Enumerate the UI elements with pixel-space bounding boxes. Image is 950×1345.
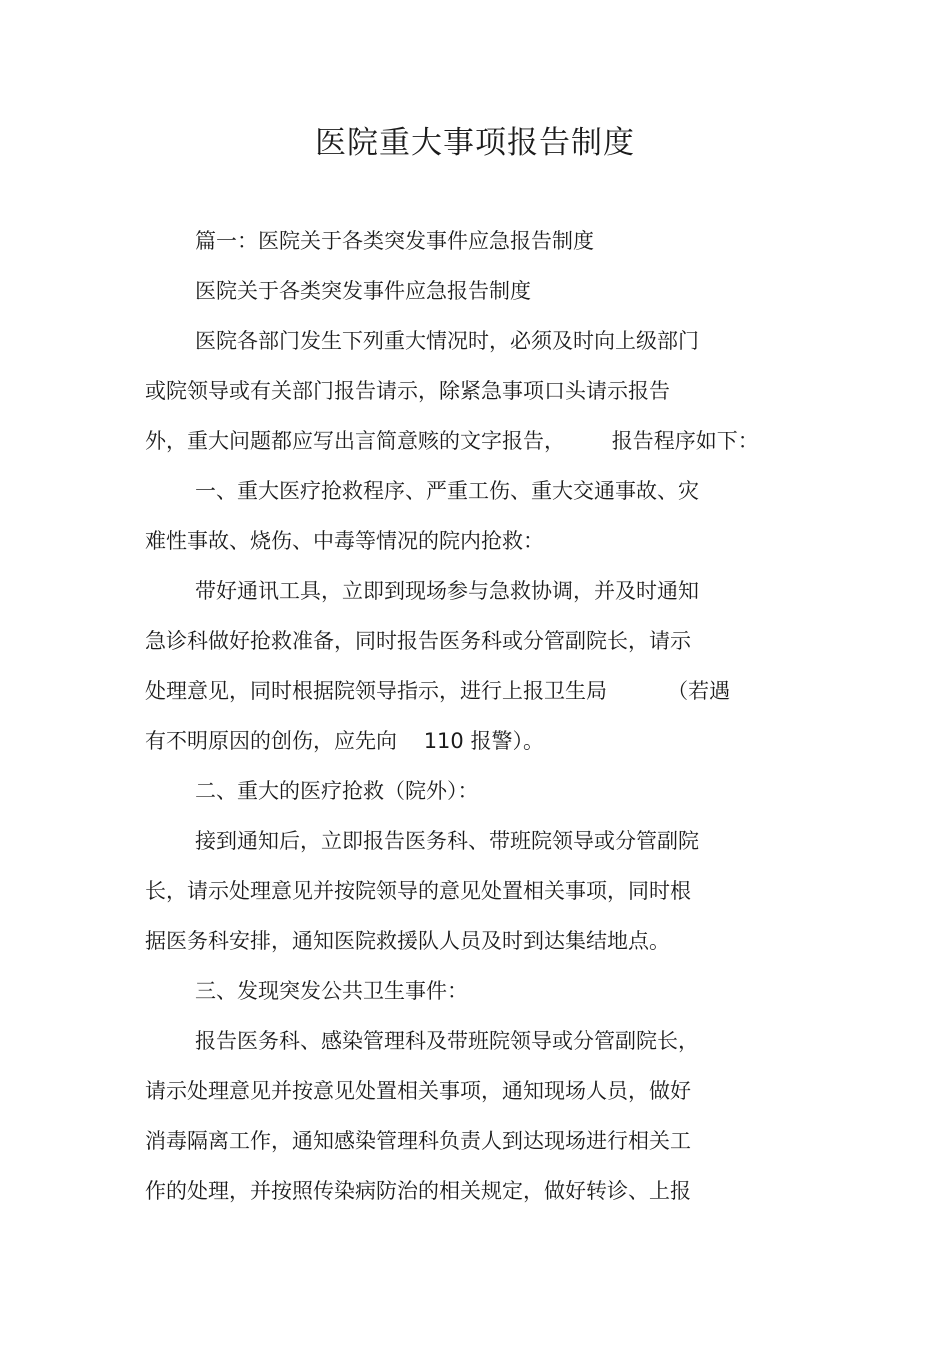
paragraph-line: 急诊科做好抢救准备，同时报告医务科或分管副院长，请示: [145, 629, 691, 653]
paragraph-line: 带好通讯工具，立即到现场参与急救协调，并及时通知: [195, 579, 699, 603]
paragraph-line: 长，请示处理意见并按院领导的意见处置相关事项，同时根: [145, 879, 691, 903]
paragraph-line: 外，重大问题都应写出言简意赅的文字报告， 报告程序如下：: [145, 429, 759, 453]
item-heading-cont: 难性事故、烧伤、中毒等情况的院内抢救：: [145, 529, 544, 553]
paragraph-line: 接到通知后，立即报告医务科、带班院领导或分管副院: [195, 829, 699, 853]
paragraph-line: 作的处理，并按照传染病防治的相关规定，做好转诊、上报: [145, 1179, 691, 1203]
paragraph-line: 医院各部门发生下列重大情况时，必须及时向上级部门: [195, 329, 699, 353]
paragraph-line: 有不明原因的创伤，应先向 110 报警）。: [145, 729, 544, 753]
item-heading: 一、重大医疗抢救程序、严重工伤、重大交通事故、灾: [195, 479, 699, 503]
paragraph-line: 或院领导或有关部门报告请示，除紧急事项口头请示报告: [145, 379, 670, 403]
subheading: 医院关于各类突发事件应急报告制度: [195, 279, 531, 303]
paragraph-line: 处理意见，同时根据院领导指示，进行上报卫生局 （若遇: [145, 679, 731, 703]
item-heading: 三、发现突发公共卫生事件：: [195, 979, 468, 1003]
document-title: 医院重大事项报告制度: [315, 125, 635, 161]
paragraph-line: 消毒隔离工作，通知感染管理科负责人到达现场进行相关工: [145, 1129, 691, 1153]
paragraph-line: 据医务科安排，通知医院救援队人员及时到达集结地点。: [145, 929, 670, 953]
paragraph-line: 请示处理意见并按意见处置相关事项，通知现场人员，做好: [145, 1079, 691, 1103]
item-heading: 二、重大的医疗抢救（院外）：: [195, 779, 479, 803]
paragraph-line: 报告医务科、感染管理科及带班院领导或分管副院长，: [195, 1029, 699, 1053]
section-heading: 篇一：医院关于各类突发事件应急报告制度: [195, 229, 594, 253]
